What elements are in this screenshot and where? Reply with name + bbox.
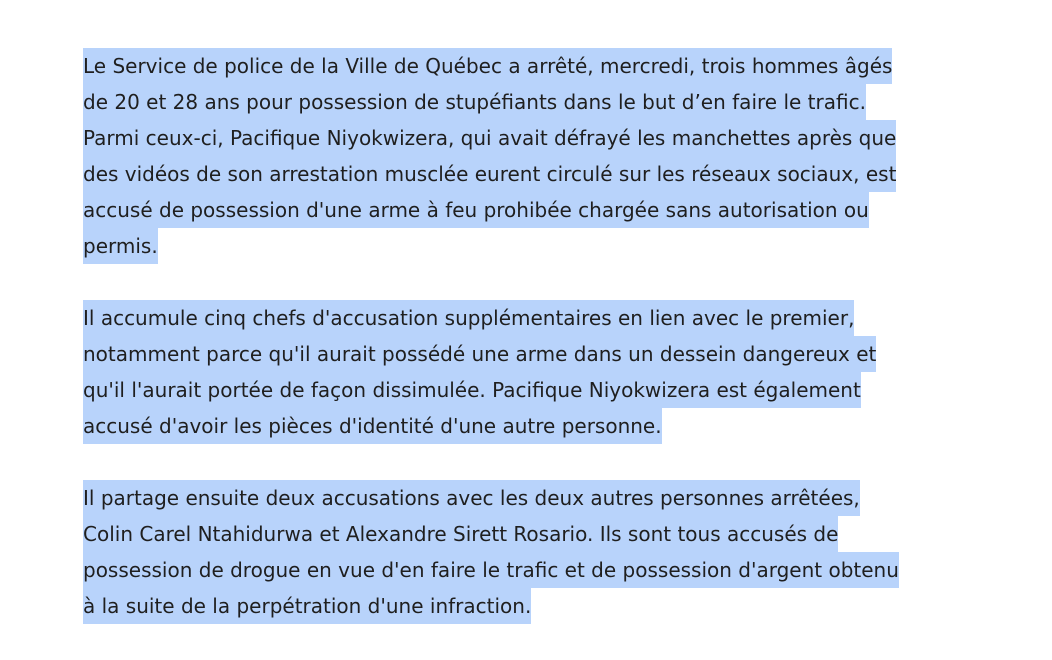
selected-text[interactable]: Il accumule cinq chefs d'accusation supplémentaires en lien avec le premier, <box>83 300 854 336</box>
selected-text[interactable]: Il partage ensuite deux accusations avec les deux autres personnes arrêtées, <box>83 480 860 516</box>
text-line[interactable] <box>83 588 1043 624</box>
article-body <box>83 48 1043 660</box>
text-line[interactable] <box>83 156 1043 192</box>
text-line[interactable] <box>83 228 1043 264</box>
selected-text[interactable]: accusé d'avoir les pièces d'identité d'une autre personne. <box>83 408 662 444</box>
selected-text[interactable]: Colin Carel Ntahidurwa et Alexandre Sirett Rosario. Ils sont tous accusés de <box>83 516 838 552</box>
selected-text[interactable]: Parmi ceux-ci, Pacifique Niyokwizera, qui avait défrayé les manchettes après que <box>83 120 896 156</box>
selected-text[interactable]: Le Service de police de la Ville de Québec a arrêté, mercredi, trois hommes âgés <box>83 48 892 84</box>
selected-text[interactable]: possession de drogue en vue d'en faire le trafic et de possession d'argent obtenu <box>83 552 899 588</box>
article-paragraph-3[interactable] <box>83 480 1043 624</box>
text-line[interactable] <box>83 552 1043 588</box>
text-line[interactable] <box>83 48 1043 84</box>
selected-text[interactable]: des vidéos de son arrestation musclée eurent circulé sur les réseaux sociaux, est <box>83 156 896 192</box>
text-line[interactable] <box>83 84 1043 120</box>
text-line[interactable] <box>83 120 1043 156</box>
text-line[interactable] <box>83 372 1043 408</box>
selected-text[interactable]: permis. <box>83 228 158 264</box>
text-line[interactable] <box>83 336 1043 372</box>
selected-text[interactable]: notamment parce qu'il aurait possédé une arme dans un dessein dangereux et <box>83 336 876 372</box>
text-line[interactable] <box>83 192 1043 228</box>
text-line[interactable] <box>83 516 1043 552</box>
article-paragraph-1[interactable] <box>83 48 1043 264</box>
text-line[interactable] <box>83 480 1043 516</box>
text-line[interactable] <box>83 408 1043 444</box>
selected-text[interactable]: de 20 et 28 ans pour possession de stupéfiants dans le but d’en faire le trafic. <box>83 84 866 120</box>
text-line[interactable] <box>83 300 1043 336</box>
selected-text[interactable]: qu'il l'aurait portée de façon dissimulée. Pacifique Niyokwizera est également <box>83 372 861 408</box>
article-paragraph-2[interactable] <box>83 300 1043 444</box>
selected-text[interactable]: à la suite de la perpétration d'une infraction. <box>83 588 531 624</box>
selected-text[interactable]: accusé de possession d'une arme à feu prohibée chargée sans autorisation ou <box>83 192 869 228</box>
